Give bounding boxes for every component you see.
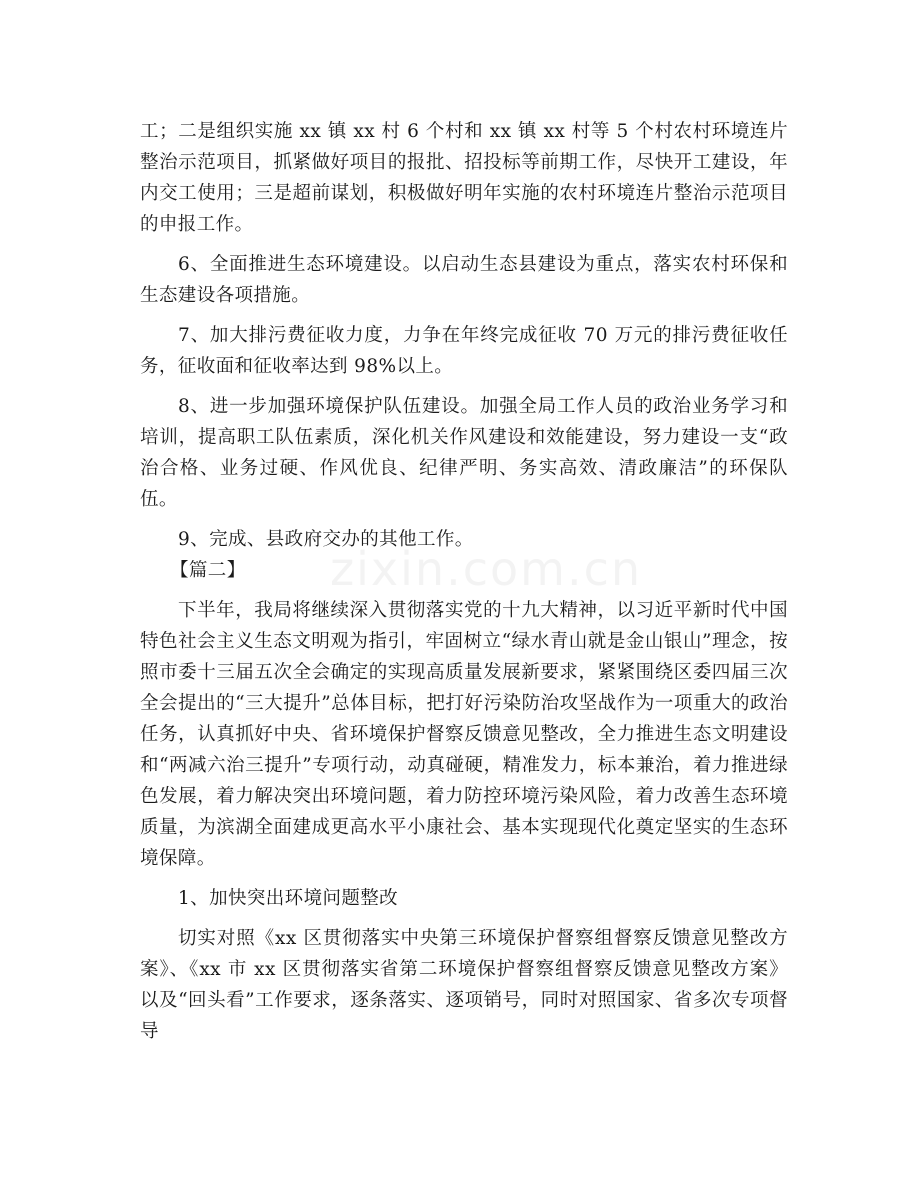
paragraph-continuation: 工；二是组织实施 xx 镇 xx 村 6 个村和 xx 镇 xx 村等 5 个村农村环境连片整治示范项目，抓紧做好项目的报批、招投标等前期工作，尽快开工建设，年内交工使用；三是超前谋划，积极做好明年实施的农村环境连片整治示范项目的申报工作。 <box>140 121 788 235</box>
section-heading: 【篇二】 <box>170 560 246 581</box>
paragraph-intro: 下半年，我局将继续深入贯彻落实党的十九大精神，以习近平新时代中国特色社会主义生态文明观为指引，牢固树立“绿水青山就是金山银山”理念，按照市委十三届五次全会确定的实现高质量发展新要求，紧紧围绕区委四届三次全会提出的“三大提升”总体目标，把打好污染防治攻坚战作为一项重大的政治任务，认真抓好中央、省环境保护督察反馈意见整改，全力推进生态文明建设和“两减六治三提升”专项行动，动真碰硬，精准发力，标本兼治，着力推进绿色发展，着力解决突出环境问题，着力防控环境污染风险，着力改善生态环境质量，为滨湖全面建成更高水平小康社会、基本实现现代化奠定坚实的生态环境保障。 <box>140 600 788 869</box>
subheading-item-1: 1、加快突出环境问题整改 <box>178 888 399 909</box>
paragraph-item-6: 6、全面推进生态环境建设。以启动生态县建设为重点，落实农村环保和生态建设各项措施。 <box>140 254 788 306</box>
paragraph-rectification: 切实对照《xx 区贯彻落实中央第三环境保护督察组督察反馈意见整改方案》、《xx 市 xx 区贯彻落实省第二环境保护督察组督察反馈意见整改方案》以及“回头看”工作要求，逐条落实、逐项销号，同时对照国家、省多次专项督导 <box>140 928 788 1042</box>
paragraph-item-9: 9、完成、县政府交办的其他工作。 <box>178 529 474 550</box>
paragraph-item-8: 8、进一步加强环境保护队伍建设。加强全局工作人员的政治业务学习和培训，提高职工队伍素质，深化机关作风建设和效能建设，努力建设一支“政治合格、业务过硬、作风优良、纪律严明、务实高效、清政廉洁”的环保队伍。 <box>140 396 788 510</box>
document-body <box>140 116 788 1047</box>
watermark: zixin.com.cn <box>330 542 643 596</box>
paragraph-item-7: 7、加大排污费征收力度，力争在年终完成征收 70 万元的排污费征收任务，征收面和征收率达到 98%以上。 <box>140 325 788 377</box>
